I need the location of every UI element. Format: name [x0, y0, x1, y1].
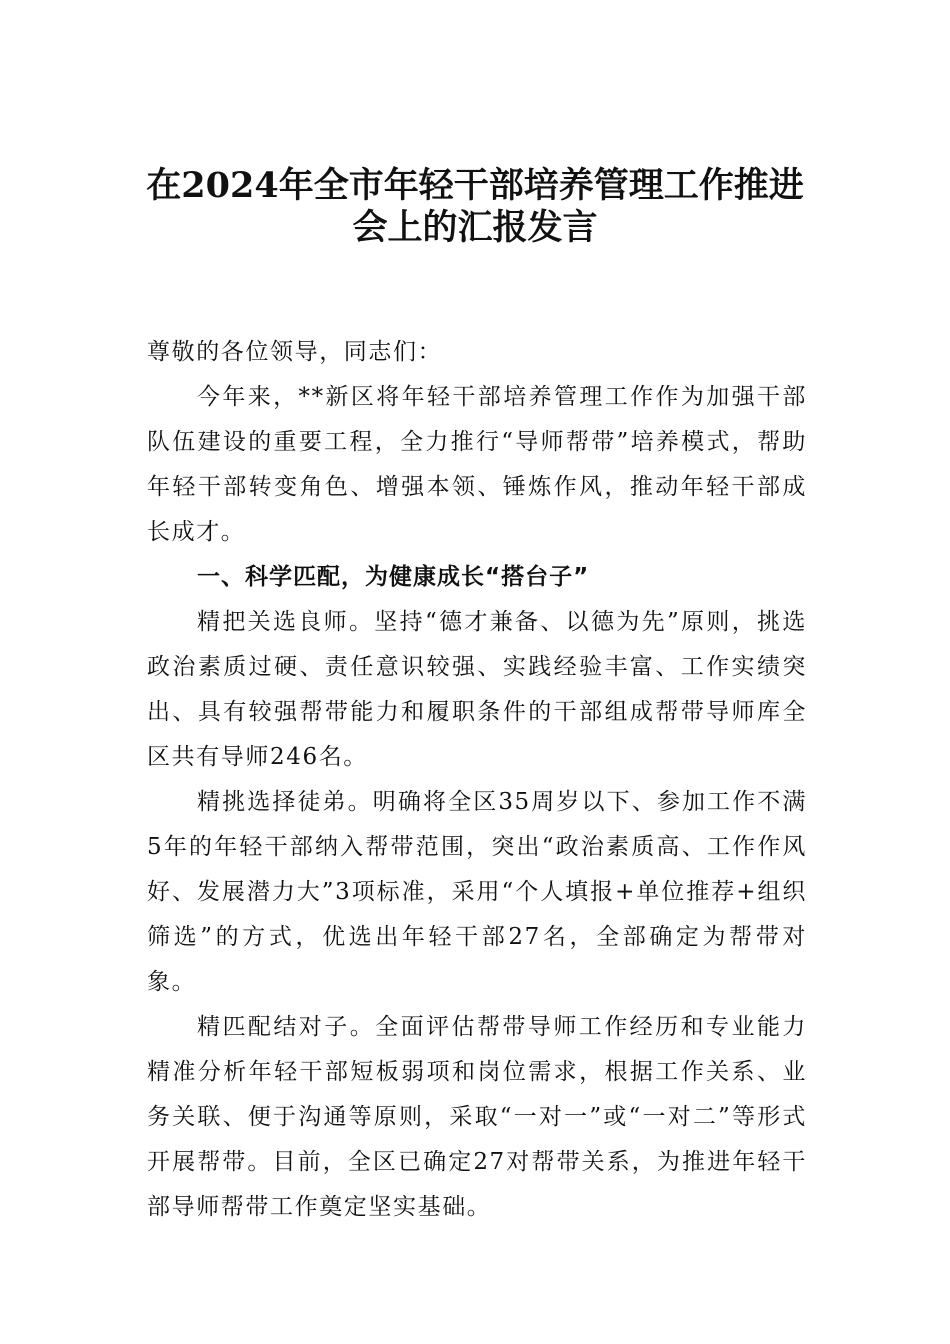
intro-paragraph: 今年来，**新区将年轻干部培养管理工作作为加强干部队伍建设的重要工程，全力推行“导师帮带”培养模式，帮助年轻干部转变角色、增强本领、锤炼作风，推动年轻干部成长成才。: [147, 384, 807, 545]
document-title-line-1: 在2024年全市年轻干部培养管理工作推进: [146, 165, 804, 206]
paragraph-select-mentors: 精把关选良师。坚持“德才兼备、以德为先”原则，挑选政治素质过硬、责任意识较强、实践经验丰富、工作实绩突出、具有较强帮带能力和履职条件的干部组成帮带导师库全区共有导师246名。: [147, 609, 807, 770]
document-title-line-2: 会上的汇报发言: [352, 207, 598, 248]
document-body: [147, 330, 807, 1230]
section-1-heading: 一、科学匹配，为健康成长“搭台子”: [197, 564, 590, 590]
paragraph-pairing: 精匹配结对子。全面评估帮带导师工作经历和专业能力精准分析年轻干部短板弱项和岗位需求，根据工作关系、业务关联、便于沟通等原则，采取“一对一”或“一对二”等形式开展帮带。目前，全区已确定27对帮带关系，为推进年轻干部导师帮带工作奠定坚实基础。: [147, 1014, 807, 1220]
salutation: 尊敬的各位领导，同志们：: [147, 339, 443, 365]
paragraph-select-apprentices: 精挑选择徒弟。明确将全区35周岁以下、参加工作不满5年的年轻干部纳入帮带范围，突出“政治素质高、工作作风好、发展潜力大”3项标准，采用“个人填报+单位推荐+组织筛选”的方式，优选出年轻干部27名，全部确定为帮带对象。: [147, 789, 807, 995]
